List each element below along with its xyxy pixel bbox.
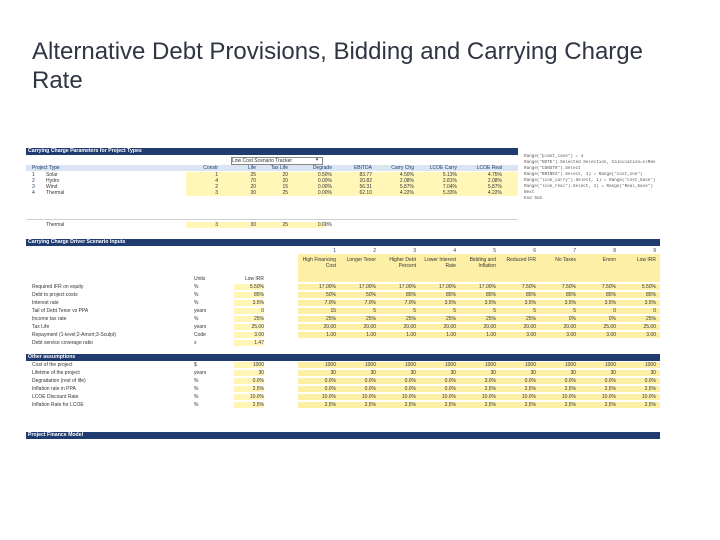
other-value: 30 <box>330 370 336 376</box>
carrying-row-type: Solar <box>46 172 58 178</box>
carrying-value: 2 <box>215 184 218 190</box>
other-value: 0.0% <box>444 386 456 392</box>
code-line: End Sub <box>524 196 543 201</box>
other-value: 2.5% <box>604 402 616 408</box>
other-value: 30 <box>610 370 616 376</box>
carrying-separator <box>26 219 518 220</box>
other-value: 1000 <box>324 362 336 368</box>
other-value: 1000 <box>364 362 376 368</box>
other-value: 2.5% <box>484 402 496 408</box>
driver-value: 7.0% <box>324 300 336 306</box>
driver-value: 0 <box>653 308 656 314</box>
other-value: 1000 <box>444 362 456 368</box>
driver-value: 17.00% <box>399 284 416 290</box>
carrying-value: 3 <box>215 190 218 196</box>
driver-value: 17.00% <box>359 284 376 290</box>
driver-value: 5 <box>533 308 536 314</box>
other-value: 1000 <box>604 362 616 368</box>
units-header: Units <box>194 276 206 282</box>
driver-row-base: 1.47 <box>234 340 264 346</box>
other-value: 10.0% <box>401 394 416 400</box>
other-row-label: Inflation Rate for LCOE <box>32 402 84 408</box>
carrying-value: 5.87% <box>399 184 414 190</box>
other-value: 30 <box>450 370 456 376</box>
driver-value: 25.00 <box>603 324 616 330</box>
carrying-row-index: 1 <box>32 172 35 178</box>
driver-value: 7.0% <box>404 300 416 306</box>
slide-title: Alternative Debt Provisions, Bidding and Carrying Charge Rate <box>32 38 643 94</box>
other-value: 2.5% <box>604 386 616 392</box>
scenario-select-arrow: ▾ <box>315 157 319 163</box>
thermal-row-label: Thermal <box>46 222 65 228</box>
other-value: 0.0% <box>564 378 576 384</box>
scenario-name: Lower Interest Rate <box>424 257 456 269</box>
driver-value: 3.00 <box>566 332 576 338</box>
driver-value: 7.50% <box>521 284 536 290</box>
driver-value: 20.00 <box>483 324 496 330</box>
carrying-value: 2.08% <box>487 178 502 184</box>
driver-value: 5 <box>573 308 576 314</box>
other-value: 0.0% <box>324 378 336 384</box>
driver-row-unit: % <box>194 316 199 322</box>
driver-value: 85% <box>565 292 576 298</box>
driver-value: 25% <box>405 316 416 322</box>
other-value: 0.0% <box>644 378 656 384</box>
driver-row-label: Debt service coverage ratio <box>32 340 93 346</box>
code-line: Range("plant_case") = 4 <box>524 154 584 159</box>
carrying-value: 4.75% <box>487 172 502 178</box>
carrying-value: 5.87% <box>487 184 502 190</box>
carrying-row-type: Hydro <box>46 178 60 184</box>
other-value: 30 <box>410 370 416 376</box>
other-value: 0.0% <box>604 378 616 384</box>
carrying-value: 20.82 <box>359 178 372 184</box>
other-value: 30 <box>490 370 496 376</box>
carrying-value: 0.00% <box>317 178 332 184</box>
driver-value: 25% <box>485 316 496 322</box>
other-value: 0.0% <box>524 378 536 384</box>
other-value: 30 <box>650 370 656 376</box>
carrying-value: 25 <box>282 190 288 196</box>
other-row-unit: % <box>194 402 199 408</box>
scenario-select[interactable]: Low Cost Scenario Tracker <box>231 157 323 165</box>
driver-value: 3.5% <box>444 300 456 306</box>
carrying-col-header: LCOE Carry <box>429 165 457 171</box>
other-value: 1000 <box>404 362 416 368</box>
scenario-number: 7 <box>573 248 576 254</box>
driver-row-base: 25% <box>234 316 264 322</box>
carrying-value: 15 <box>282 184 288 190</box>
carrying-row-type: Thermal <box>46 190 65 196</box>
driver-value: 5 <box>373 308 376 314</box>
carrying-value: 7.04% <box>442 184 457 190</box>
carrying-value: 5.13% <box>442 172 457 178</box>
driver-value: 0 <box>613 308 616 314</box>
driver-value: 7.50% <box>601 284 616 290</box>
scenario-number: 8 <box>613 248 616 254</box>
carrying-col-header: LCOE Real <box>476 165 502 171</box>
other-row-unit: % <box>194 394 199 400</box>
driver-row-unit: x <box>194 340 197 346</box>
driver-value: 5.50% <box>641 284 656 290</box>
scenario-name: No Taxes <box>555 257 576 263</box>
other-value: 2.5% <box>364 402 376 408</box>
other-value: 2.5% <box>644 402 656 408</box>
thermal-value: 25 <box>282 222 288 228</box>
driver-row-unit: years <box>194 308 207 314</box>
driver-row-label: Income tax rate <box>32 316 67 322</box>
driver-value: 3.5% <box>564 300 576 306</box>
other-value: 2.5% <box>484 386 496 392</box>
other-value: 30 <box>570 370 576 376</box>
driver-value: 5 <box>453 308 456 314</box>
scenario-name: Higher Debt Percent <box>389 257 416 269</box>
other-value: 10.0% <box>361 394 376 400</box>
other-row-base: 10.0% <box>234 394 264 400</box>
code-line: Range("lcoe_real").Select, 1) = Range("Real_base") <box>524 184 653 189</box>
driver-value: 20.00 <box>563 324 576 330</box>
other-value: 10.0% <box>601 394 616 400</box>
driver-row-unit: Code <box>194 332 206 338</box>
code-line: Range("CONSTR").Select <box>524 166 581 171</box>
scenario-name: Low IRR <box>636 257 656 263</box>
driver-value: 25% <box>325 316 336 322</box>
spreadsheet-screenshot <box>26 148 660 440</box>
driver-value: 25% <box>645 316 656 322</box>
scenario-number: 1 <box>333 248 336 254</box>
carrying-col-header: Tax Life <box>270 165 288 171</box>
carrying-col-header: Project Type <box>32 165 60 171</box>
driver-row-label: Tax Life <box>32 324 50 330</box>
carrying-value: 5.33% <box>442 190 457 196</box>
other-value: 0.0% <box>444 378 456 384</box>
other-header-bar: Other assumptions <box>26 354 660 361</box>
other-value: 0.0% <box>404 378 416 384</box>
scenario-name: Longer Tenor <box>346 257 376 263</box>
carrying-row-type: Wind <box>46 184 58 190</box>
carrying-col-header: Degrade <box>312 165 332 171</box>
driver-row-unit: % <box>194 300 199 306</box>
carrying-charge-header-bar: Carrying Charge Parameters for Project Types <box>26 148 518 155</box>
driver-row-base: 0 <box>234 308 264 314</box>
other-value: 30 <box>370 370 376 376</box>
driver-value: 1.00 <box>406 332 416 338</box>
other-value: 0.0% <box>364 386 376 392</box>
driver-value: 0% <box>608 316 616 322</box>
driver-value: 5 <box>413 308 416 314</box>
driver-value: 1.00 <box>486 332 496 338</box>
other-value: 1000 <box>564 362 576 368</box>
other-row-label: Degradation (rest of life) <box>32 378 86 384</box>
scenario-number: 6 <box>533 248 536 254</box>
driver-row-base: 3.5% <box>234 300 264 306</box>
other-value: 2.5% <box>404 402 416 408</box>
driver-value: 7.0% <box>364 300 376 306</box>
driver-value: 3.00 <box>606 332 616 338</box>
carrying-value: 4.50% <box>399 172 414 178</box>
driver-value: 17.00% <box>479 284 496 290</box>
other-value: 10.0% <box>481 394 496 400</box>
carrying-row-index: 2 <box>32 178 35 184</box>
driver-value: 3.5% <box>604 300 616 306</box>
other-value: 10.0% <box>641 394 656 400</box>
other-row-base: 30 <box>234 370 264 376</box>
carrying-value: 25 <box>250 172 256 178</box>
scenario-number: 5 <box>493 248 496 254</box>
scenario-name: Reduced IFR <box>506 257 536 263</box>
carrying-value: 62.10 <box>359 190 372 196</box>
driver-value: 0% <box>568 316 576 322</box>
other-value: 10.0% <box>441 394 456 400</box>
driver-value: 1.00 <box>366 332 376 338</box>
driver-value: 25% <box>445 316 456 322</box>
carrying-row-index: 3 <box>32 184 35 190</box>
other-value: 2.5% <box>444 402 456 408</box>
carrying-value: 2.81% <box>442 178 457 184</box>
carrying-value: 20 <box>282 172 288 178</box>
carrying-value: 83.77 <box>359 172 372 178</box>
other-value: 1000 <box>644 362 656 368</box>
driver-row-label: Repayment (1-level;2-Amort;3-Sculpt) <box>32 332 116 338</box>
scenario-number: 4 <box>453 248 456 254</box>
scenario-number: 9 <box>653 248 656 254</box>
driver-value: 20.00 <box>443 324 456 330</box>
other-row-label: Lifetime of the project <box>32 370 80 376</box>
scenario-name: Bidding and Inflation <box>469 257 496 269</box>
code-line: Range("BRINES").Select, 1) = Range("cost_one") <box>524 172 643 177</box>
carrying-value: 1 <box>215 172 218 178</box>
other-value: 2.5% <box>564 386 576 392</box>
carrying-col-header: EBITDA <box>353 165 372 171</box>
driver-value: 1.00 <box>446 332 456 338</box>
carrying-value: 0.00% <box>317 184 332 190</box>
other-row-unit: $ <box>194 362 197 368</box>
carrying-value: 20 <box>250 184 256 190</box>
carrying-value: 4.22% <box>487 190 502 196</box>
driver-value: 17.00% <box>439 284 456 290</box>
other-row-base: 2.5% <box>234 386 264 392</box>
scenario-number: 3 <box>413 248 416 254</box>
other-value: 2.5% <box>644 386 656 392</box>
other-value: 0.0% <box>404 386 416 392</box>
other-value: 2.5% <box>564 402 576 408</box>
thermal-value: 3 <box>215 222 218 228</box>
carrying-value: 0.50% <box>317 172 332 178</box>
other-row-label: Inflation rate in PPA <box>32 386 76 392</box>
thermal-value: 0.00% <box>317 222 332 228</box>
driver-row-label: Interest rate <box>32 300 59 306</box>
other-value: 2.5% <box>524 402 536 408</box>
scenario-name: Enron <box>602 257 616 263</box>
driver-value: 3.5% <box>524 300 536 306</box>
carrying-col-header: Constr <box>203 165 218 171</box>
vba-code-panel <box>524 154 660 202</box>
other-row-base: 1000 <box>234 362 264 368</box>
other-row-label: Cost of the project <box>32 362 73 368</box>
scenario-number: 2 <box>373 248 376 254</box>
driver-value: 20.00 <box>323 324 336 330</box>
driver-header-bar: Carrying Charge Driver Scenario Inputs <box>26 239 660 246</box>
driver-row-base: 5.50% <box>234 284 264 290</box>
code-line: Range("NOTE").Selected Selection, Calculation=xlMan <box>524 160 656 165</box>
driver-row-base: 3.00 <box>234 332 264 338</box>
driver-value: 20.00 <box>523 324 536 330</box>
driver-value: 25% <box>365 316 376 322</box>
other-value: 2.5% <box>324 402 336 408</box>
other-row-base: 0.0% <box>234 378 264 384</box>
driver-value: 3.5% <box>644 300 656 306</box>
driver-value: 17.00% <box>319 284 336 290</box>
other-value: 0.0% <box>364 378 376 384</box>
project-finance-header-bar: Project Finance Model <box>26 432 660 439</box>
driver-row-unit: % <box>194 284 199 290</box>
carrying-value: 4 <box>215 178 218 184</box>
other-row-unit: % <box>194 386 199 392</box>
driver-row-base: 25.00 <box>234 324 264 330</box>
scenario-name: High Financing Cost <box>302 257 336 269</box>
carrying-value: 4.22% <box>399 190 414 196</box>
base-header: Low IRR <box>244 276 264 282</box>
carrying-value: 0.00% <box>317 190 332 196</box>
driver-value: 85% <box>445 292 456 298</box>
other-value: 0.0% <box>324 386 336 392</box>
other-value: 1000 <box>524 362 536 368</box>
driver-value: 7.50% <box>561 284 576 290</box>
driver-value: 50% <box>365 292 376 298</box>
driver-value: 85% <box>525 292 536 298</box>
other-value: 2.5% <box>524 386 536 392</box>
driver-value: 3.00 <box>646 332 656 338</box>
driver-row-unit: years <box>194 324 207 330</box>
carrying-value: 2.08% <box>399 178 414 184</box>
other-row-unit: % <box>194 378 199 384</box>
driver-value: 25% <box>525 316 536 322</box>
carrying-value: 30 <box>250 190 256 196</box>
driver-value: 85% <box>405 292 416 298</box>
driver-value: 20.00 <box>403 324 416 330</box>
driver-row-label: Required IFR on equity <box>32 284 84 290</box>
other-value: 3.0% <box>484 378 496 384</box>
other-row-label: LCOE Discount Rate <box>32 394 79 400</box>
driver-value: 85% <box>605 292 616 298</box>
driver-value: 3.00 <box>526 332 536 338</box>
carrying-value: 56.31 <box>359 184 372 190</box>
code-line: Range("lcoe_carry").Select, 1) = Range("cost_base") <box>524 178 656 183</box>
driver-row-label: Tail of Debt Tenor vs PPA <box>32 308 89 314</box>
driver-value: 85% <box>645 292 656 298</box>
driver-value: 50% <box>325 292 336 298</box>
driver-value: 5 <box>493 308 496 314</box>
thermal-value: 30 <box>250 222 256 228</box>
driver-value: 3.5% <box>484 300 496 306</box>
carrying-value: 20 <box>282 178 288 184</box>
other-value: 30 <box>530 370 536 376</box>
code-line: Next <box>524 190 535 195</box>
other-row-unit: years <box>194 370 207 376</box>
driver-value: 1.00 <box>326 332 336 338</box>
driver-value: 85% <box>485 292 496 298</box>
driver-row-base: 85% <box>234 292 264 298</box>
carrying-value: 70 <box>250 178 256 184</box>
driver-value: 15 <box>330 308 336 314</box>
carrying-col-header: Carry Chg <box>391 165 414 171</box>
other-value: 10.0% <box>321 394 336 400</box>
other-row-base: 2.5% <box>234 402 264 408</box>
other-value: 1000 <box>484 362 496 368</box>
other-value: 10.0% <box>561 394 576 400</box>
other-value: 10.0% <box>521 394 536 400</box>
driver-value: 20.00 <box>363 324 376 330</box>
driver-value: 25.00 <box>643 324 656 330</box>
driver-row-label: Debt to project costs <box>32 292 78 298</box>
carrying-row-index: 4 <box>32 190 35 196</box>
driver-row-unit: % <box>194 292 199 298</box>
carrying-col-header: Life <box>247 165 256 171</box>
